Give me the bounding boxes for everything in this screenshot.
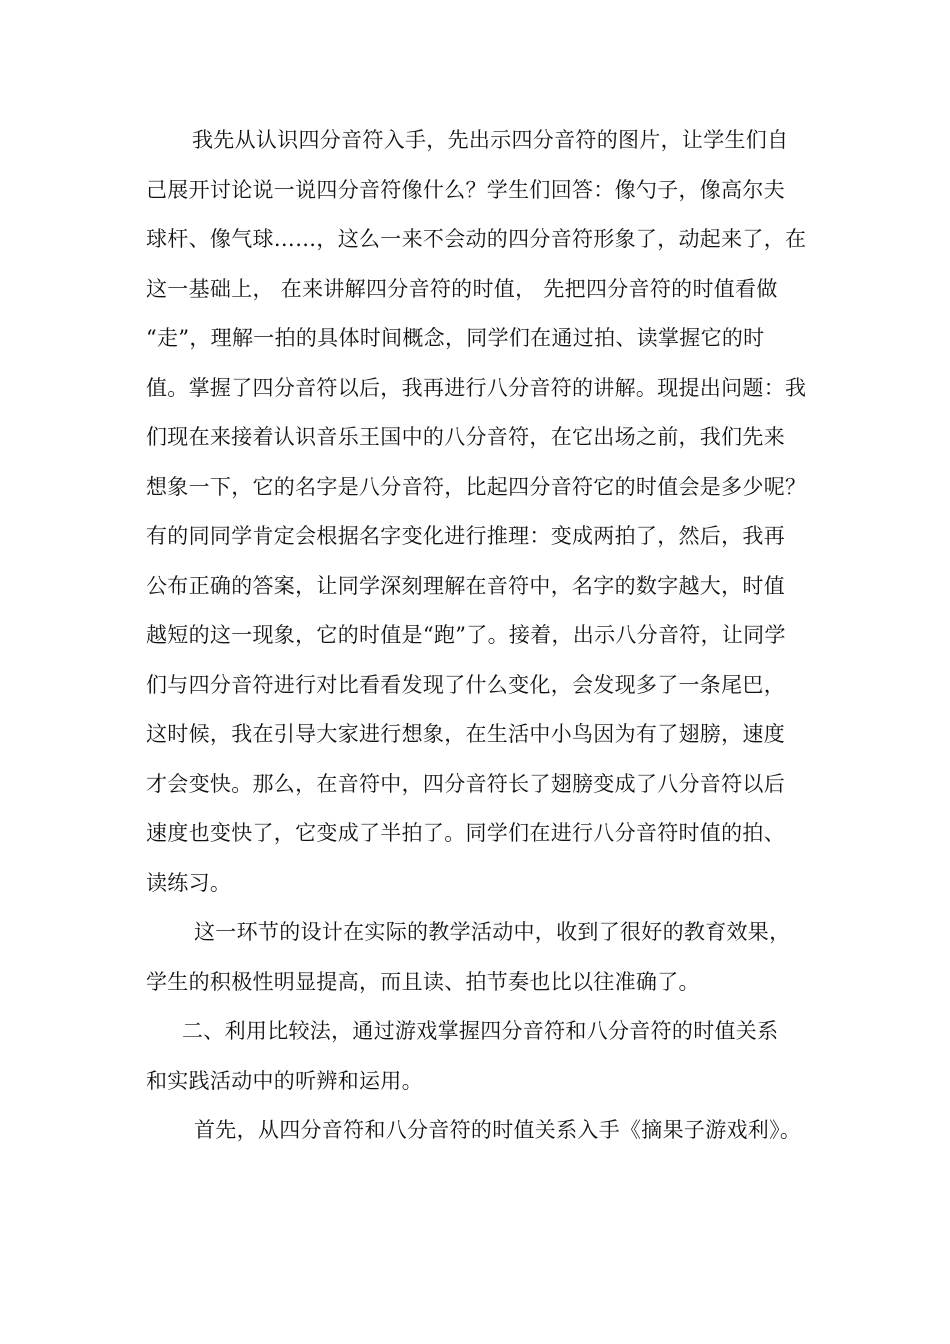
text-line: “走”，理解一拍的具体时间概念，同学们在通过拍、读掌握它的时	[146, 326, 765, 350]
paragraph-note-values	[146, 116, 806, 908]
text-line: 首先，从四分音符和八分音符的时值关系入手《摘果子游戏利》。	[194, 1118, 802, 1142]
text-line: 读练习。	[146, 870, 232, 895]
text-line: 己展开讨论说一说四分音符像什么？学生们回答：像勺子，像高尔夫	[146, 177, 785, 202]
paragraph-section-heading	[146, 1007, 806, 1106]
paragraph-effect	[146, 908, 806, 1007]
text-line: 越短的这一现象，它的时值是“跑”了。接着，出示八分音符，让同学	[146, 623, 786, 647]
text-line: 们现在来接着认识音乐王国中的八分音符，在它出场之前，我们先来	[146, 425, 785, 449]
text-line: 这一基础上， 在来讲解四分音符的时值， 先把四分音符的时值看做	[146, 276, 778, 301]
text-line: 二、利用比较法，通过游戏掌握四分音符和八分音符的时值关系	[182, 1019, 779, 1043]
text-line: 公布正确的答案，让同学深刻理解在音符中，名字的数字越大，时值	[146, 573, 785, 598]
text-line: 这时候，我在引导大家进行想象，在生活中小鸟因为有了翅膀，速度	[146, 722, 785, 746]
text-line: 速度也变快了，它变成了半拍了。同学们在进行八分音符时值的拍、	[146, 821, 785, 845]
document-body	[146, 116, 806, 1156]
text-line: 们与四分音符进行对比看看发现了什么变化，会发现多了一条尾巴，	[146, 672, 785, 697]
text-line: 我先从认识四分音符入手，先出示四分音符的图片，让学生们自	[192, 128, 789, 152]
text-line: 学生的积极性明显提高，而且读、拍节奏也比以往准确了。	[146, 969, 700, 994]
text-line: 这一环节的设计在实际的教学活动中，收到了很好的教育效果，	[194, 920, 791, 944]
text-line: 才会变快。那么，在音符中，四分音符长了翅膀变成了八分音符以后	[146, 771, 785, 796]
text-line: 和实践活动中的听辨和运用。	[146, 1068, 423, 1093]
text-line: 值。掌握了四分音符以后，我再进行八分音符的讲解。现提出问题：我	[146, 375, 807, 400]
paragraph-game-intro	[146, 1106, 806, 1156]
text-line: 想象一下，它的名字是八分音符，比起四分音符它的时值会是多少呢？	[146, 474, 807, 499]
text-line: 球杆、像气球……，这么一来不会动的四分音符形象了，动起来了，在	[146, 227, 807, 251]
text-line: 有的同同学肯定会根据名字变化进行推理：变成两拍了，然后，我再	[146, 524, 785, 548]
